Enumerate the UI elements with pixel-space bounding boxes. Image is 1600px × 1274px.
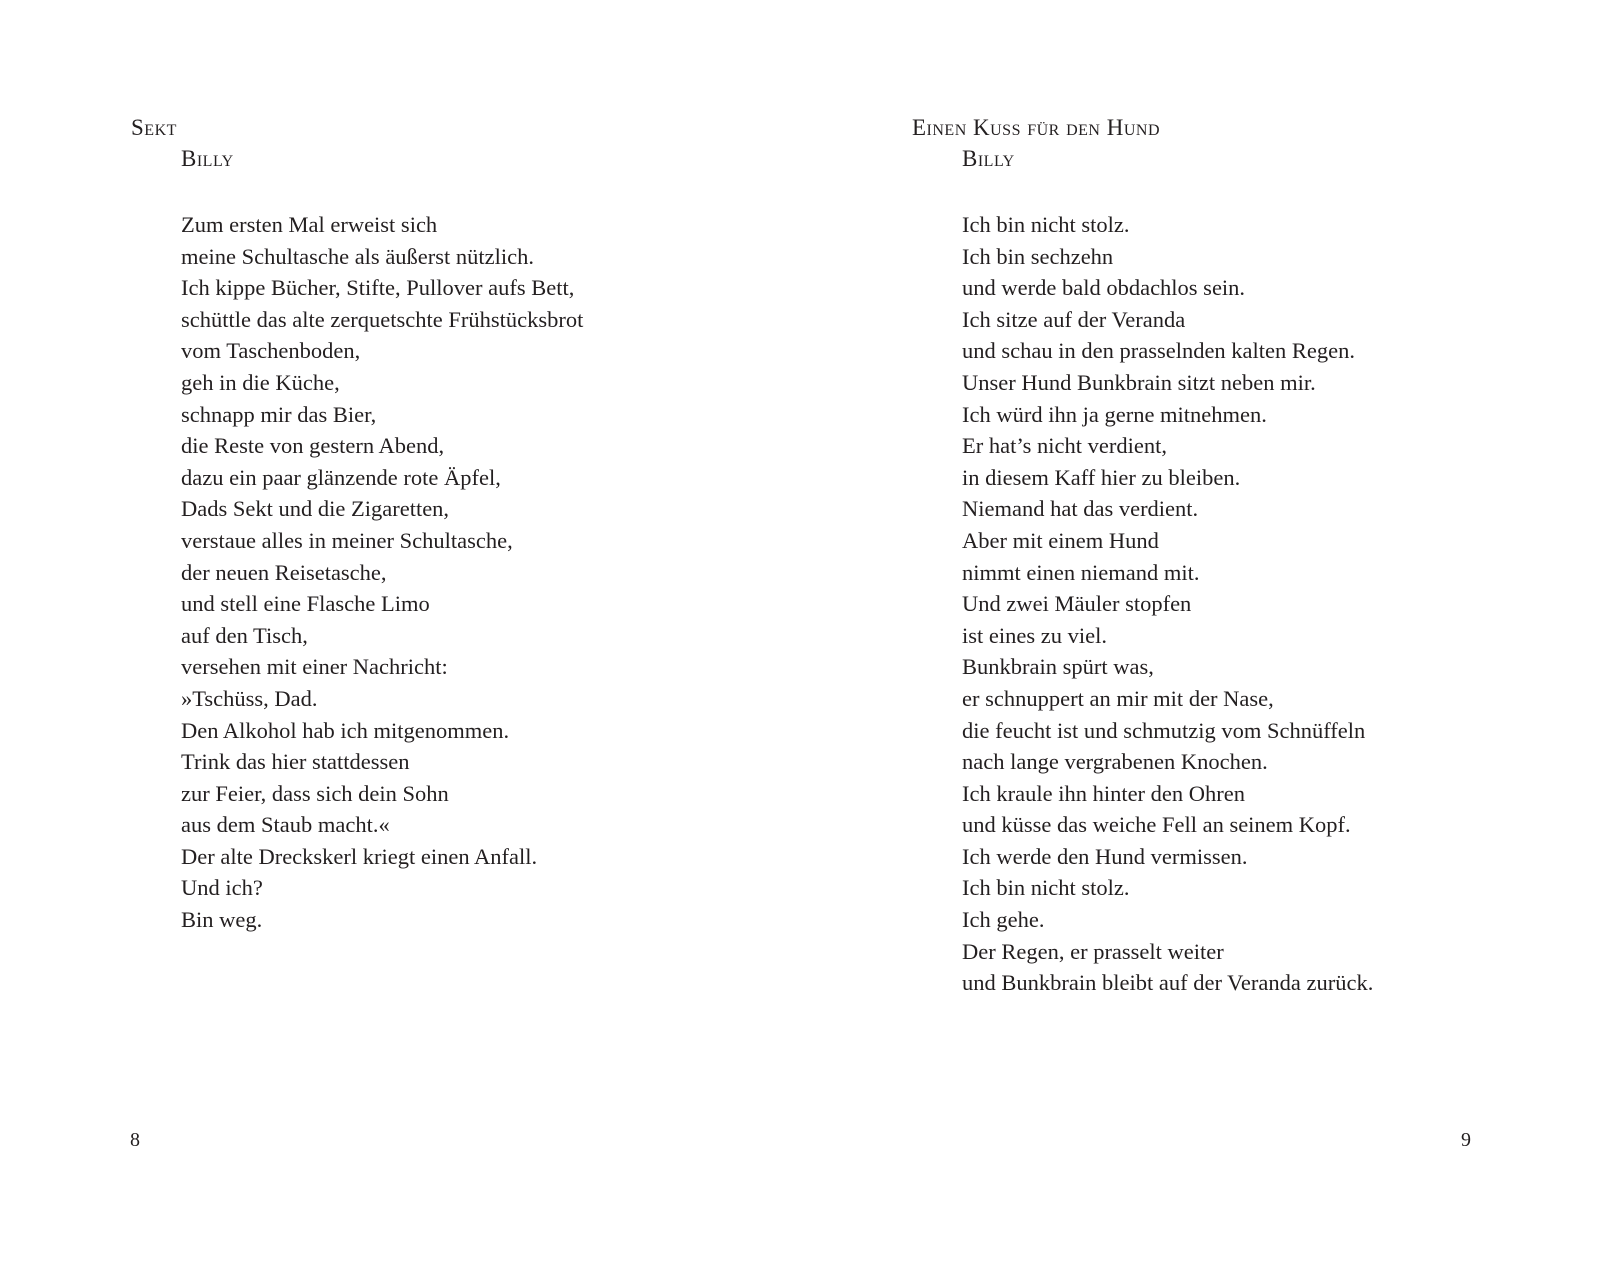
- poem-line: Ich gehe.: [962, 907, 1045, 933]
- poem-body: [181, 209, 583, 936]
- right-page: [800, 0, 1600, 1274]
- poem-line: Zum ersten Mal erweist sich: [181, 212, 438, 237]
- poem-line: Aber mit einem Hund: [962, 527, 1159, 553]
- poem-line: dazu ein paar glänzende rote Äpfel,: [181, 464, 501, 490]
- poem-line: in diesem Kaff hier zu bleiben.: [962, 464, 1241, 490]
- poem-line: ist eines zu viel.: [962, 622, 1107, 648]
- poem-line: und küsse das weiche Fell an seinem Kopf.: [962, 812, 1351, 838]
- poem-line: Ich kippe Bücher, Stifte, Pullover aufs Bett,: [181, 275, 575, 301]
- poem-line: auf den Tisch,: [181, 622, 308, 648]
- poem-speaker: Billy: [181, 146, 234, 171]
- poem-line: »Tschüss, Dad.: [181, 685, 318, 711]
- poem-line: Und zwei Mäuler stopfen: [962, 591, 1192, 617]
- poem-line: Niemand hat das verdient.: [962, 496, 1199, 522]
- poem-line: versehen mit einer Nachricht:: [181, 654, 448, 680]
- poem-line: nach lange vergrabenen Knochen.: [962, 749, 1268, 775]
- poem-line: Unser Hund Bunkbrain sitzt neben mir.: [962, 369, 1316, 395]
- poem-line: geh in die Küche,: [181, 369, 340, 395]
- poem-line: Er hat’s nicht verdient,: [962, 433, 1167, 459]
- poem-line: Bunkbrain spürt was,: [962, 654, 1154, 680]
- poem-line: Der alte Dreckskerl kriegt einen Anfall.: [181, 843, 538, 869]
- poem-line: schüttle das alte zerquetschte Frühstücksbrot: [181, 306, 584, 332]
- poem-line: zur Feier, dass sich dein Sohn: [181, 780, 449, 806]
- poem-line: verstaue alles in meiner Schultasche,: [181, 527, 513, 553]
- poem-line: der neuen Reisetasche,: [181, 559, 387, 585]
- poem-line: Ich kraule ihn hinter den Ohren: [962, 780, 1246, 806]
- poem-title: Sekt: [131, 115, 177, 140]
- poem-line: und stell eine Flasche Limo: [181, 591, 430, 617]
- poem-line: schnapp mir das Bier,: [181, 401, 377, 427]
- poem-line: Ich werde den Hund vermissen.: [962, 843, 1248, 869]
- poem-line: Der Regen, er prasselt weiter: [962, 938, 1224, 964]
- poem-speaker: Billy: [962, 146, 1015, 171]
- page-number: 9: [1461, 1129, 1471, 1151]
- poem-line: vom Taschenboden,: [181, 338, 361, 364]
- poem-line: Dads Sekt und die Zigaretten,: [181, 496, 450, 522]
- poem-line: die feucht ist und schmutzig vom Schnüffeln: [962, 717, 1366, 743]
- poem-line: und schau in den prasselnden kalten Regen.: [962, 338, 1356, 364]
- poem-line: Trink das hier stattdessen: [181, 749, 410, 775]
- poem-line: meine Schultasche als äußerst nützlich.: [181, 243, 535, 269]
- poem-line: Ich bin nicht stolz.: [962, 875, 1130, 901]
- poem-line: Den Alkohol hab ich mitgenommen.: [181, 717, 510, 743]
- poem-line: nimmt einen niemand mit.: [962, 559, 1200, 585]
- poem-line: er schnuppert an mir mit der Nase,: [962, 685, 1274, 711]
- poem-line: Ich bin nicht stolz.: [962, 212, 1130, 237]
- page-number: 8: [130, 1129, 140, 1151]
- poem-line: und Bunkbrain bleibt auf der Veranda zurück.: [962, 970, 1374, 996]
- poem-title: Einen Kuss für den Hund: [912, 115, 1161, 140]
- poem-line: Ich bin sechzehn: [962, 243, 1114, 269]
- poem-line: aus dem Staub macht.«: [181, 812, 390, 838]
- poem-line: und werde bald obdachlos sein.: [962, 275, 1246, 301]
- poem-line: Und ich?: [181, 875, 263, 901]
- poem-line: Ich sitze auf der Veranda: [962, 306, 1186, 332]
- poem-line: Bin weg.: [181, 907, 263, 933]
- poem-line: die Reste von gestern Abend,: [181, 433, 445, 459]
- poem-line: Ich würd ihn ja gerne mitnehmen.: [962, 401, 1267, 427]
- poem-body: [962, 209, 1373, 999]
